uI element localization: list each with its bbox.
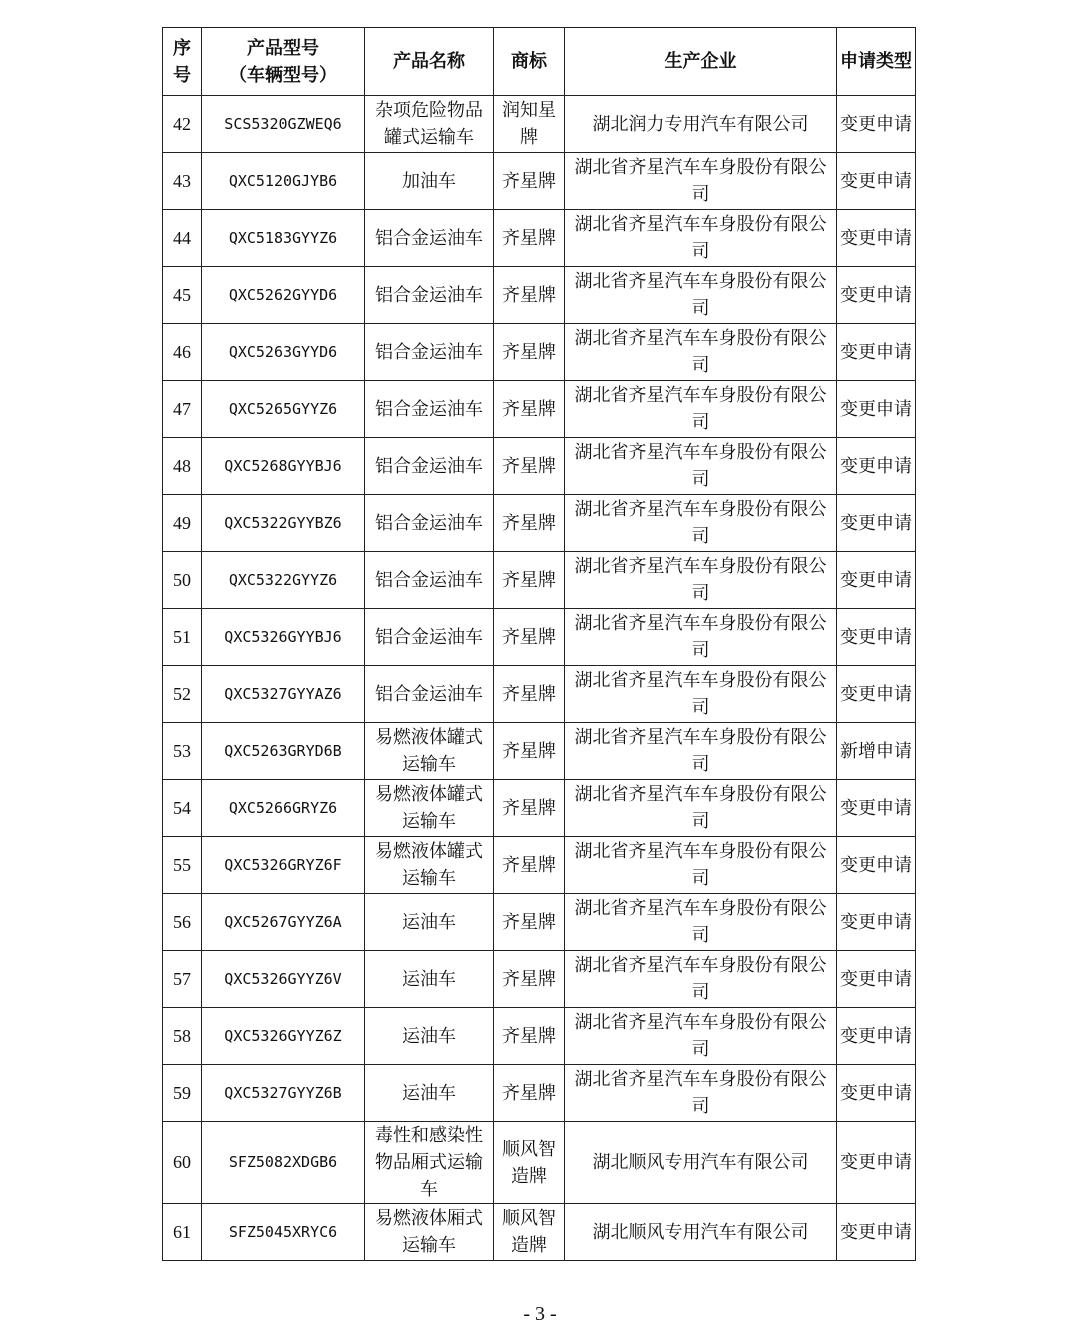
model-number: QXC5327GYYAZ6 <box>202 666 365 723</box>
table-row <box>163 1008 916 1065</box>
model-number: QXC5120GJYB6 <box>202 153 365 210</box>
model-number: QXC5263GRYD6B <box>202 723 365 780</box>
table-header <box>163 28 916 96</box>
row-index: 48 <box>163 438 202 495</box>
manufacturer: 湖北省齐星汽车车身股份有限公司 <box>565 552 837 609</box>
brand: 齐星牌 <box>494 552 565 609</box>
table-row <box>163 951 916 1008</box>
row-index: 44 <box>163 210 202 267</box>
manufacturer: 湖北润力专用汽车有限公司 <box>565 96 837 153</box>
brand: 齐星牌 <box>494 153 565 210</box>
brand: 齐星牌 <box>494 1065 565 1122</box>
manufacturer: 湖北省齐星汽车车身股份有限公司 <box>565 267 837 324</box>
header-brand: 商标 <box>494 28 565 96</box>
row-index: 58 <box>163 1008 202 1065</box>
application-type: 变更申请 <box>837 552 916 609</box>
model-number: QXC5322GYYZ6 <box>202 552 365 609</box>
row-index: 43 <box>163 153 202 210</box>
table-row <box>163 1204 916 1261</box>
table-row <box>163 609 916 666</box>
brand: 润知星牌 <box>494 96 565 153</box>
row-index: 49 <box>163 495 202 552</box>
manufacturer: 湖北省齐星汽车车身股份有限公司 <box>565 495 837 552</box>
manufacturer: 湖北省齐星汽车车身股份有限公司 <box>565 153 837 210</box>
application-type: 变更申请 <box>837 324 916 381</box>
brand: 齐星牌 <box>494 666 565 723</box>
model-number: QXC5265GYYZ6 <box>202 381 365 438</box>
model-number: QXC5263GYYD6 <box>202 324 365 381</box>
application-type: 变更申请 <box>837 381 916 438</box>
model-number: QXC5326GYYZ6Z <box>202 1008 365 1065</box>
row-index: 56 <box>163 894 202 951</box>
page-number: - 3 - <box>523 1303 557 1325</box>
model-number: QXC5262GYYD6 <box>202 267 365 324</box>
row-index: 54 <box>163 780 202 837</box>
table-row <box>163 837 916 894</box>
application-type: 变更申请 <box>837 495 916 552</box>
application-type: 变更申请 <box>837 210 916 267</box>
product-name: 铝合金运油车 <box>365 438 494 495</box>
row-index: 47 <box>163 381 202 438</box>
header-product-name: 产品名称 <box>365 28 494 96</box>
row-index: 55 <box>163 837 202 894</box>
manufacturer: 湖北顺风专用汽车有限公司 <box>565 1204 837 1261</box>
table-row <box>163 894 916 951</box>
product-name: 加油车 <box>365 153 494 210</box>
table-row <box>163 780 916 837</box>
application-type: 变更申请 <box>837 894 916 951</box>
row-index: 51 <box>163 609 202 666</box>
brand: 齐星牌 <box>494 1008 565 1065</box>
product-name: 铝合金运油车 <box>365 495 494 552</box>
application-type: 变更申请 <box>837 1065 916 1122</box>
application-type: 变更申请 <box>837 153 916 210</box>
row-index: 53 <box>163 723 202 780</box>
row-index: 59 <box>163 1065 202 1122</box>
product-name: 易燃液体罐式运输车 <box>365 780 494 837</box>
brand: 齐星牌 <box>494 324 565 381</box>
product-name: 运油车 <box>365 894 494 951</box>
application-type: 变更申请 <box>837 666 916 723</box>
brand: 齐星牌 <box>494 381 565 438</box>
manufacturer: 湖北省齐星汽车车身股份有限公司 <box>565 438 837 495</box>
header-index: 序号 <box>163 28 202 96</box>
product-name: 铝合金运油车 <box>365 267 494 324</box>
model-number: QXC5326GRYZ6F <box>202 837 365 894</box>
model-number: SFZ5045XRYC6 <box>202 1204 365 1261</box>
manufacturer: 湖北顺风专用汽车有限公司 <box>565 1122 837 1204</box>
table-row <box>163 267 916 324</box>
application-type: 变更申请 <box>837 780 916 837</box>
manufacturer: 湖北省齐星汽车车身股份有限公司 <box>565 1008 837 1065</box>
model-number: SFZ5082XDGB6 <box>202 1122 365 1204</box>
model-number: QXC5266GRYZ6 <box>202 780 365 837</box>
brand: 齐星牌 <box>494 438 565 495</box>
model-number: QXC5326GYYZ6V <box>202 951 365 1008</box>
table-row <box>163 381 916 438</box>
model-number: QXC5267GYYZ6A <box>202 894 365 951</box>
product-name: 铝合金运油车 <box>365 324 494 381</box>
product-name: 易燃液体罐式运输车 <box>365 723 494 780</box>
brand: 齐星牌 <box>494 951 565 1008</box>
application-type: 变更申请 <box>837 96 916 153</box>
product-name: 铝合金运油车 <box>365 609 494 666</box>
manufacturer: 湖北省齐星汽车车身股份有限公司 <box>565 1065 837 1122</box>
manufacturer: 湖北省齐星汽车车身股份有限公司 <box>565 837 837 894</box>
brand: 齐星牌 <box>494 210 565 267</box>
table-row <box>163 324 916 381</box>
table-row <box>163 552 916 609</box>
product-name: 运油车 <box>365 1065 494 1122</box>
header-manufacturer: 生产企业 <box>565 28 837 96</box>
brand: 齐星牌 <box>494 894 565 951</box>
brand: 齐星牌 <box>494 609 565 666</box>
table-body <box>163 96 916 1261</box>
manufacturer: 湖北省齐星汽车车身股份有限公司 <box>565 723 837 780</box>
product-name: 铝合金运油车 <box>365 552 494 609</box>
application-type: 变更申请 <box>837 1008 916 1065</box>
brand: 齐星牌 <box>494 723 565 780</box>
table-row <box>163 153 916 210</box>
product-name: 易燃液体罐式运输车 <box>365 837 494 894</box>
row-index: 42 <box>163 96 202 153</box>
application-type: 变更申请 <box>837 267 916 324</box>
brand: 齐星牌 <box>494 495 565 552</box>
model-number: QXC5322GYYBZ6 <box>202 495 365 552</box>
application-type: 变更申请 <box>837 1122 916 1204</box>
application-type: 变更申请 <box>837 837 916 894</box>
model-number: QXC5326GYYBJ6 <box>202 609 365 666</box>
brand: 齐星牌 <box>494 837 565 894</box>
manufacturer: 湖北省齐星汽车车身股份有限公司 <box>565 609 837 666</box>
product-name: 运油车 <box>365 1008 494 1065</box>
product-name: 杂项危险物品罐式运输车 <box>365 96 494 153</box>
manufacturer: 湖北省齐星汽车车身股份有限公司 <box>565 381 837 438</box>
header-application-type: 申请类型 <box>837 28 916 96</box>
row-index: 60 <box>163 1122 202 1204</box>
manufacturer: 湖北省齐星汽车车身股份有限公司 <box>565 951 837 1008</box>
table-row <box>163 495 916 552</box>
table-row <box>163 210 916 267</box>
manufacturer: 湖北省齐星汽车车身股份有限公司 <box>565 666 837 723</box>
brand: 齐星牌 <box>494 267 565 324</box>
table-row <box>163 96 916 153</box>
application-type: 变更申请 <box>837 951 916 1008</box>
row-index: 45 <box>163 267 202 324</box>
row-index: 50 <box>163 552 202 609</box>
product-name: 毒性和感染性物品厢式运输车 <box>365 1122 494 1204</box>
model-number: QXC5327GYYZ6B <box>202 1065 365 1122</box>
table-row <box>163 438 916 495</box>
application-type: 新增申请 <box>837 723 916 780</box>
table-row <box>163 666 916 723</box>
brand: 齐星牌 <box>494 780 565 837</box>
manufacturer: 湖北省齐星汽车车身股份有限公司 <box>565 324 837 381</box>
brand: 顺风智造牌 <box>494 1204 565 1261</box>
manufacturer: 湖北省齐星汽车车身股份有限公司 <box>565 210 837 267</box>
table-row <box>163 1065 916 1122</box>
product-name: 易燃液体厢式运输车 <box>365 1204 494 1261</box>
application-type: 变更申请 <box>837 438 916 495</box>
product-name: 铝合金运油车 <box>365 666 494 723</box>
model-number: QXC5183GYYZ6 <box>202 210 365 267</box>
header-row <box>163 28 916 96</box>
model-number: SCS5320GZWEQ6 <box>202 96 365 153</box>
product-name: 运油车 <box>365 951 494 1008</box>
application-type: 变更申请 <box>837 1204 916 1261</box>
manufacturer: 湖北省齐星汽车车身股份有限公司 <box>565 894 837 951</box>
header-model: 产品型号 （车辆型号） <box>202 28 365 96</box>
manufacturer: 湖北省齐星汽车车身股份有限公司 <box>565 780 837 837</box>
model-number: QXC5268GYYBJ6 <box>202 438 365 495</box>
vehicle-product-table <box>162 27 916 1261</box>
row-index: 61 <box>163 1204 202 1261</box>
brand: 顺风智造牌 <box>494 1122 565 1204</box>
row-index: 46 <box>163 324 202 381</box>
row-index: 52 <box>163 666 202 723</box>
row-index: 57 <box>163 951 202 1008</box>
table-row <box>163 1122 916 1204</box>
product-name: 铝合金运油车 <box>365 381 494 438</box>
product-name: 铝合金运油车 <box>365 210 494 267</box>
table-row <box>163 723 916 780</box>
application-type: 变更申请 <box>837 609 916 666</box>
